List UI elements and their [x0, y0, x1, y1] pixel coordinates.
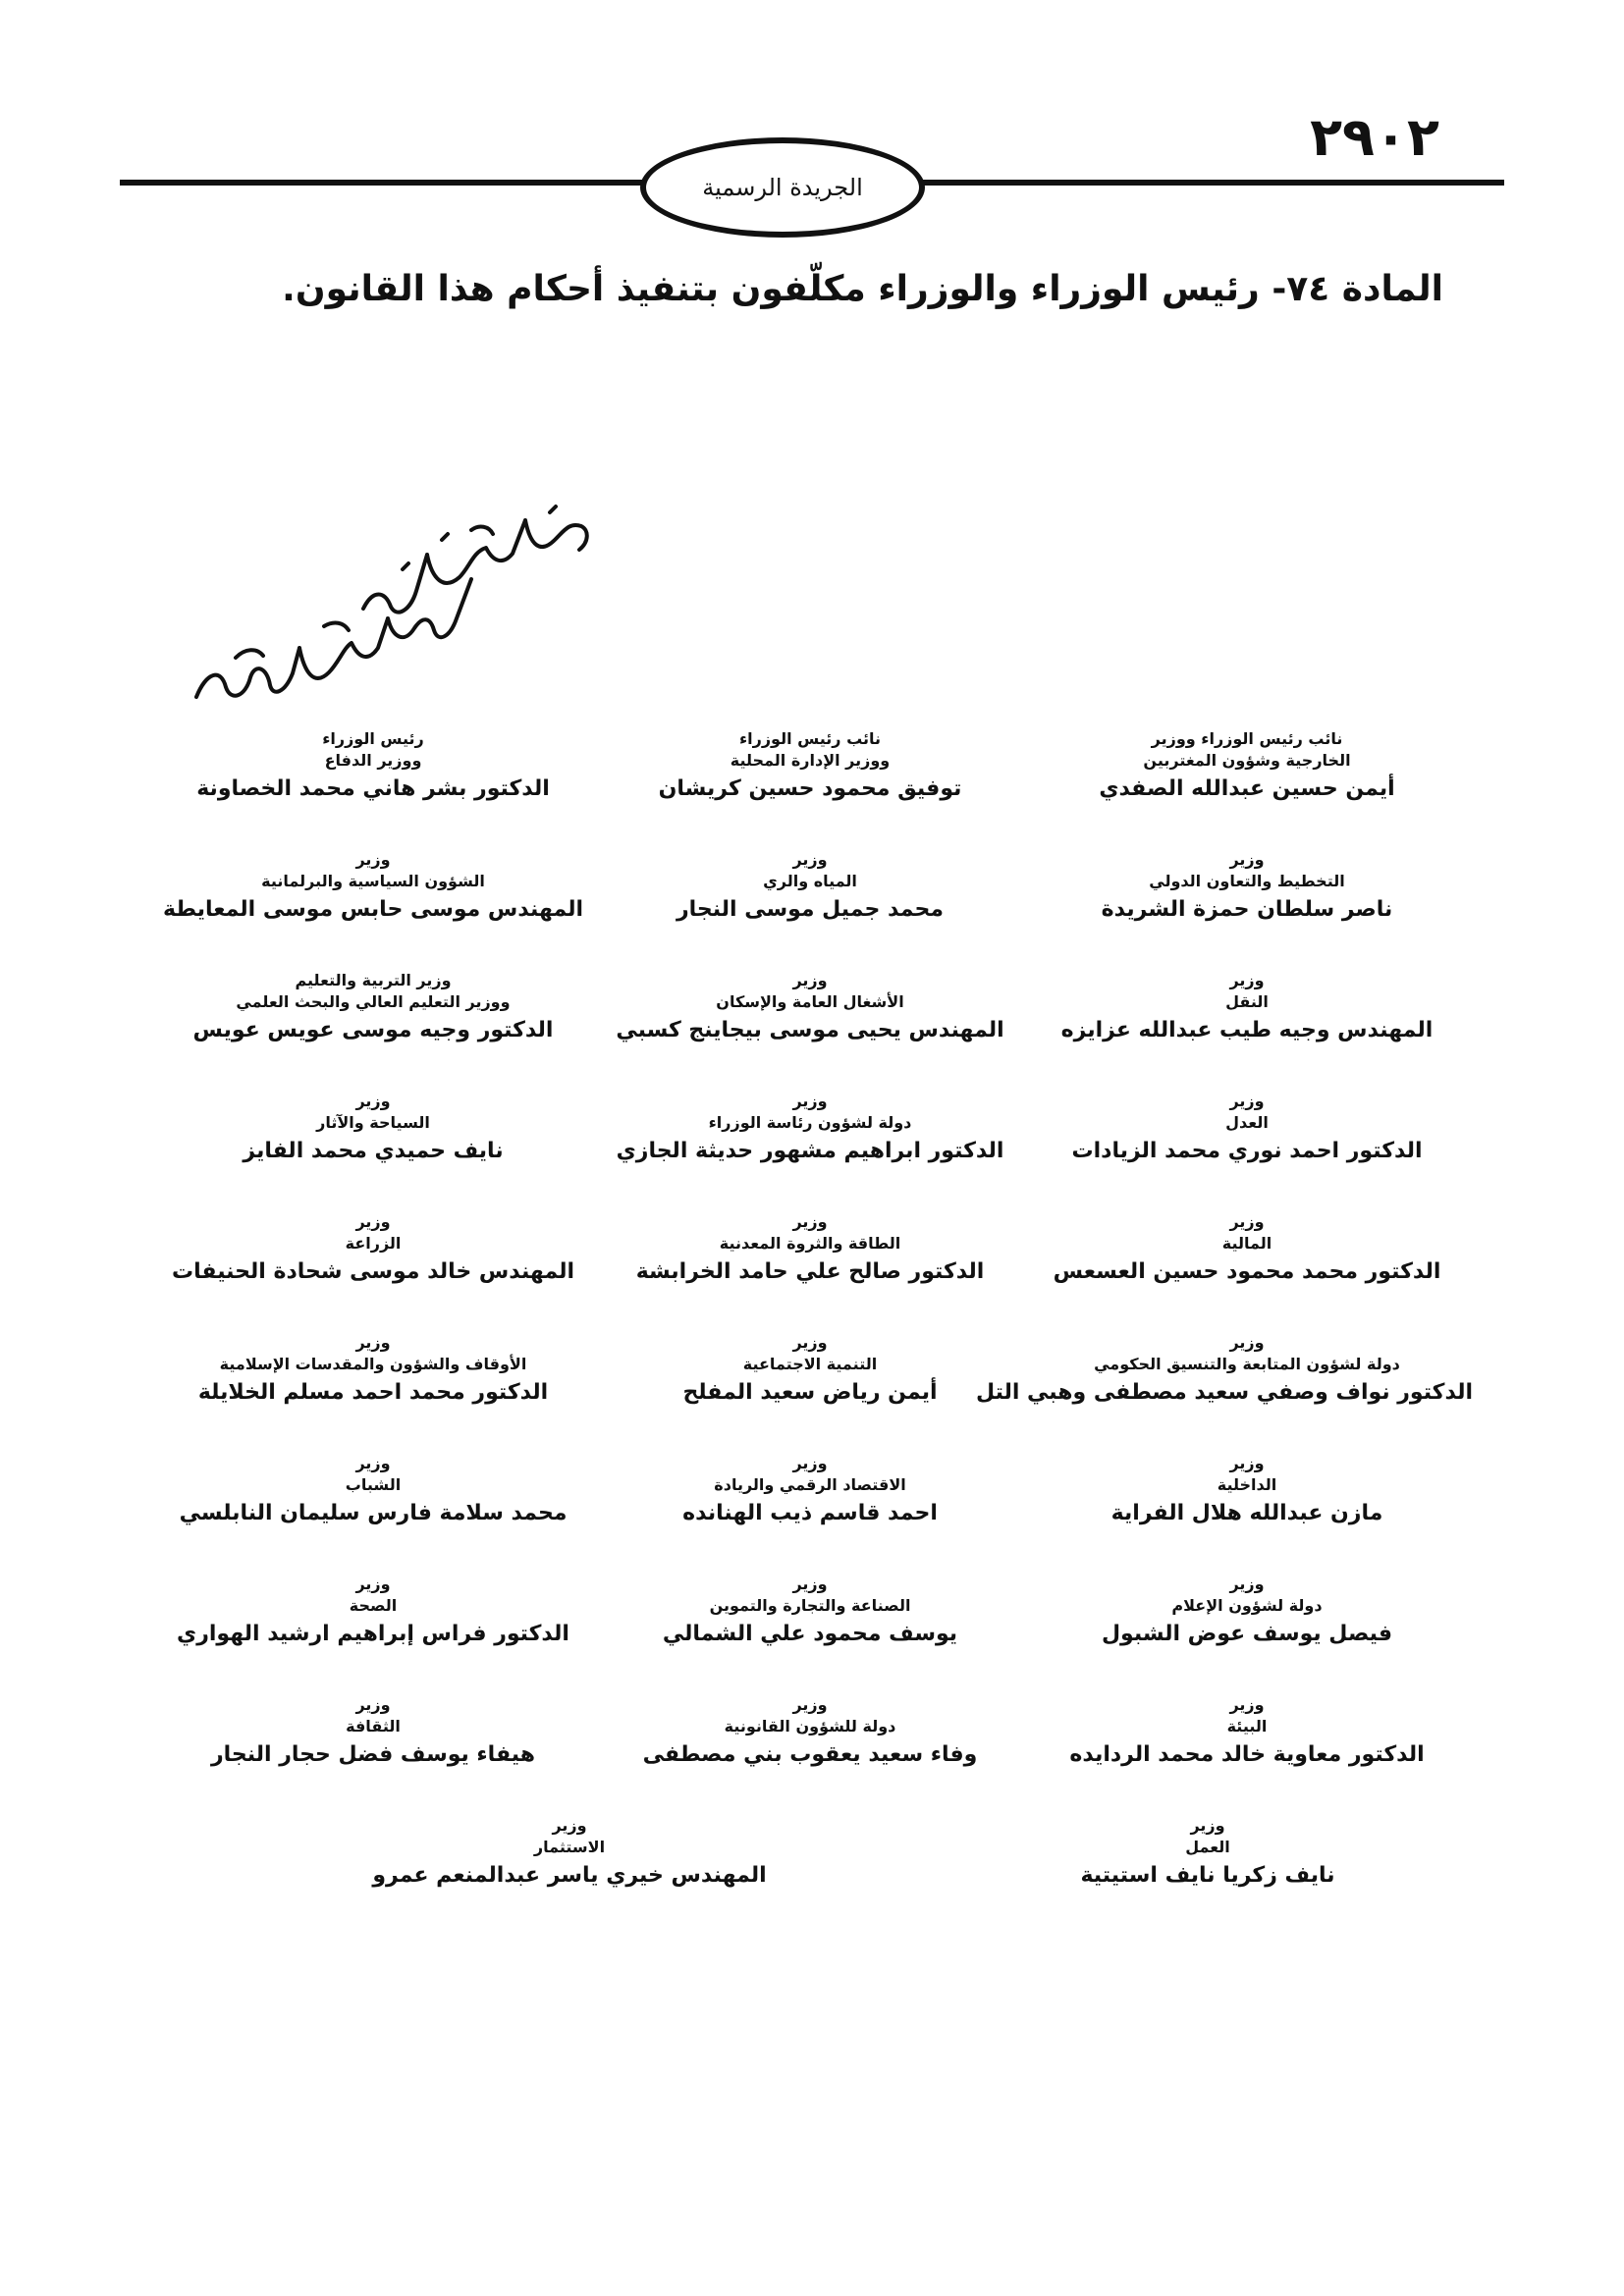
signatory-title: وزير — [792, 1092, 828, 1110]
signatory-title: وزير — [1229, 1333, 1265, 1352]
signatory-portfolio: المياه والري — [763, 872, 857, 890]
signatory-portfolio: ووزير التعليم العالي والبحث العلمي — [236, 992, 511, 1011]
ministers-signature-grid — [152, 728, 1473, 1936]
signatory-name: أيمن حسين عبدالله الصفدي — [1099, 776, 1395, 801]
signatory-title: رئيس الوزراء — [322, 729, 424, 748]
signatory-name: نايف زكريا نايف استيتية — [1080, 1863, 1335, 1888]
signature-scribble — [177, 501, 599, 726]
signatory-name: المهندس وجيه طيب عبدالله عزايزه — [1060, 1018, 1434, 1042]
masthead-title: الجريدة الرسمية — [702, 174, 863, 201]
signatory-name: نايف حميدي محمد الفايز — [243, 1139, 504, 1163]
signatory-title: وزير — [792, 850, 828, 869]
signatory-name: المهندس خالد موسى شحادة الحنيفات — [172, 1259, 574, 1284]
signatory-name: الدكتور معاوية خالد محمد الردايده — [1069, 1742, 1425, 1767]
signatory-title: وزير — [355, 1695, 391, 1714]
signatory — [147, 1091, 599, 1167]
signatory-title: وزير — [1229, 1575, 1265, 1593]
signatory-title: وزير — [355, 1575, 391, 1593]
signatory-name: محمد جميل موسى النجار — [676, 897, 944, 922]
signatory-title: وزير — [355, 1092, 391, 1110]
signatory-title: وزير — [1229, 850, 1265, 869]
signatory-name: الدكتور نواف وصفي سعيد مصطفى وهبي التل — [975, 1380, 1473, 1405]
signatory-name: وفاء سعيد يعقوب بني مصطفى — [642, 1742, 978, 1767]
signatory-portfolio: الاقتصاد الرقمي والريادة — [714, 1475, 906, 1494]
signatory-portfolio: التنمية الاجتماعية — [742, 1355, 878, 1373]
signatory — [147, 1694, 599, 1771]
signatory-portfolio: النقل — [1225, 992, 1269, 1011]
signatory — [584, 1332, 1036, 1409]
signatory-row — [152, 970, 1473, 1091]
signatory — [147, 1211, 599, 1288]
signatory-name: الدكتور ابراهيم مشهور حديثة الجازي — [616, 1139, 1004, 1163]
signatory-portfolio: العدل — [1225, 1113, 1269, 1132]
signatory — [1021, 1694, 1473, 1771]
signatory-portfolio: الشؤون السياسية والبرلمانية — [261, 872, 485, 890]
signatory-portfolio: الأشغال العامة والإسكان — [716, 992, 904, 1011]
signatory-portfolio: دولة لشؤون رئاسة الوزراء — [708, 1113, 912, 1132]
signatory-portfolio: التخطيط والتعاون الدولي — [1149, 872, 1345, 890]
signatory-title: وزير التربية والتعليم — [295, 971, 452, 989]
signatory — [147, 1453, 599, 1529]
page-number: ٢٩٠٢ — [1310, 106, 1439, 168]
signatory-row — [152, 728, 1473, 849]
signatory-title: نائب رئيس الوزراء ووزير — [1151, 729, 1343, 748]
signatory-row — [152, 1211, 1473, 1332]
signatory — [147, 728, 599, 805]
signatory — [982, 1815, 1434, 1892]
article-74: المادة ٧٤- رئيس الوزراء والوزراء مكلّفون بتنفيذ أحكام هذا القانون. — [282, 269, 1443, 309]
signatory-title: وزير — [792, 1695, 828, 1714]
signatory-portfolio: دولة لشؤون المتابعة والتنسيق الحكومي — [1094, 1355, 1400, 1373]
signatory — [147, 849, 599, 926]
signatory-name: توفيق محمود حسين كريشان — [658, 776, 962, 801]
signatory-name: الدكتور وجيه موسى عويس عويس — [192, 1018, 554, 1042]
signatory-name: الدكتور فراس إبراهيم ارشيد الهواري — [177, 1622, 569, 1646]
signatory-title: وزير — [355, 1454, 391, 1472]
signatory-portfolio: الاستثمار — [533, 1838, 606, 1856]
signatory — [1021, 1574, 1473, 1650]
signatory — [584, 1211, 1036, 1288]
signatory — [1021, 970, 1473, 1046]
signatory-portfolio: الداخلية — [1217, 1475, 1277, 1494]
signatory-name: الدكتور بشر هاني محمد الخصاونة — [196, 776, 550, 801]
signatory-title: وزير — [1229, 1454, 1265, 1472]
signatory — [1021, 849, 1473, 926]
signatory-title: وزير — [1229, 971, 1265, 989]
signatory-title: وزير — [1190, 1816, 1225, 1835]
signatory-title: وزير — [355, 1212, 391, 1231]
signatory — [295, 1815, 844, 1892]
signatory — [584, 1574, 1036, 1650]
signatory — [1021, 1091, 1473, 1167]
signatory — [147, 970, 599, 1046]
signatory — [1021, 1453, 1473, 1529]
signatory-name: يوسف محمود علي الشمالي — [662, 1622, 958, 1646]
signatory-portfolio: الصحة — [349, 1596, 398, 1615]
signatory-title: وزير — [1229, 1092, 1265, 1110]
signatory-title: نائب رئيس الوزراء — [738, 729, 882, 748]
signatory-portfolio: المالية — [1221, 1234, 1272, 1253]
signatory-name: المهندس يحيى موسى بيجاينج كسبي — [616, 1018, 1004, 1042]
signatory-row — [152, 1815, 1473, 1936]
signatory-portfolio: الطاقة والثروة المعدنية — [719, 1234, 901, 1253]
signatory — [584, 728, 1036, 805]
signatory — [147, 1574, 599, 1650]
signatory-name: محمد سلامة فارس سليمان النابلسي — [179, 1501, 568, 1525]
signatory — [584, 849, 1036, 926]
signatory — [147, 1332, 599, 1409]
signatory-name: المهندس موسى حابس موسى المعايطة — [162, 897, 584, 922]
signatory-name: المهندس خيري ياسر عبدالمنعم عمرو — [372, 1863, 767, 1888]
signatory — [584, 970, 1036, 1046]
signatory-title: وزير — [355, 1333, 391, 1352]
signatory-portfolio: الصناعة والتجارة والتموين — [709, 1596, 911, 1615]
signatory-portfolio: الأوقاف والشؤون والمقدسات الإسلامية — [219, 1355, 527, 1373]
signatory — [1021, 728, 1473, 805]
signatory-title: وزير — [792, 1212, 828, 1231]
signatory-row — [152, 849, 1473, 970]
signatory-title: وزير — [792, 971, 828, 989]
signatory-portfolio: ووزير الإدارة المحلية — [730, 751, 891, 770]
signatory-name: ناصر سلطان حمزة الشريدة — [1101, 897, 1393, 922]
signatory — [584, 1453, 1036, 1529]
signatory-name: فيصل يوسف عوض الشبول — [1101, 1622, 1393, 1646]
royal-signature — [177, 501, 599, 726]
signatory-name: الدكتور صالح علي حامد الخرابشة — [635, 1259, 985, 1284]
signatory-title: وزير — [1229, 1212, 1265, 1231]
signatory-portfolio: الثقافة — [346, 1717, 401, 1735]
signatory-row — [152, 1694, 1473, 1815]
signatory-portfolio: دولة للشؤون القانونية — [724, 1717, 896, 1735]
signatory-name: أيمن رياض سعيد المفلح — [682, 1380, 938, 1405]
signatory-row — [152, 1453, 1473, 1574]
signatory-portfolio: العمل — [1185, 1838, 1230, 1856]
signatory-name: مازن عبدالله هلال الفراية — [1110, 1501, 1383, 1525]
signatory-row — [152, 1332, 1473, 1453]
signatory-portfolio: دولة لشؤون الإعلام — [1171, 1596, 1323, 1615]
signatory-name: الدكتور محمد احمد مسلم الخلايلة — [197, 1380, 549, 1405]
signatory — [975, 1332, 1473, 1409]
signatory-title: وزير — [355, 850, 391, 869]
signatory — [1021, 1211, 1473, 1288]
signatory-portfolio: الشباب — [345, 1475, 402, 1494]
signatory-name: احمد قاسم ذيب الهنانده — [682, 1501, 938, 1525]
signatory-portfolio: السياحة والآثار — [316, 1113, 430, 1132]
signatory-portfolio: البيئة — [1226, 1717, 1268, 1735]
signatory — [584, 1091, 1036, 1167]
masthead-oval — [640, 137, 925, 238]
signatory — [584, 1694, 1036, 1771]
signatory-title: وزير — [792, 1333, 828, 1352]
signatory-row — [152, 1091, 1473, 1211]
signatory-name: الدكتور محمد محمود حسين العسعس — [1053, 1259, 1441, 1284]
signatory-row — [152, 1574, 1473, 1694]
signatory-portfolio: ووزير الدفاع — [324, 751, 422, 770]
signatory-name: هيفاء يوسف فضل حجار النجار — [210, 1742, 536, 1767]
signatory-title: وزير — [792, 1454, 828, 1472]
signatory-portfolio: الخارجية وشؤون المغتربين — [1143, 751, 1351, 770]
signatory-title: وزير — [792, 1575, 828, 1593]
signatory-name: الدكتور احمد نوري محمد الزيادات — [1071, 1139, 1423, 1163]
signatory-portfolio: الزراعة — [345, 1234, 402, 1253]
signatory-title: وزير — [552, 1816, 587, 1835]
signatory-title: وزير — [1229, 1695, 1265, 1714]
